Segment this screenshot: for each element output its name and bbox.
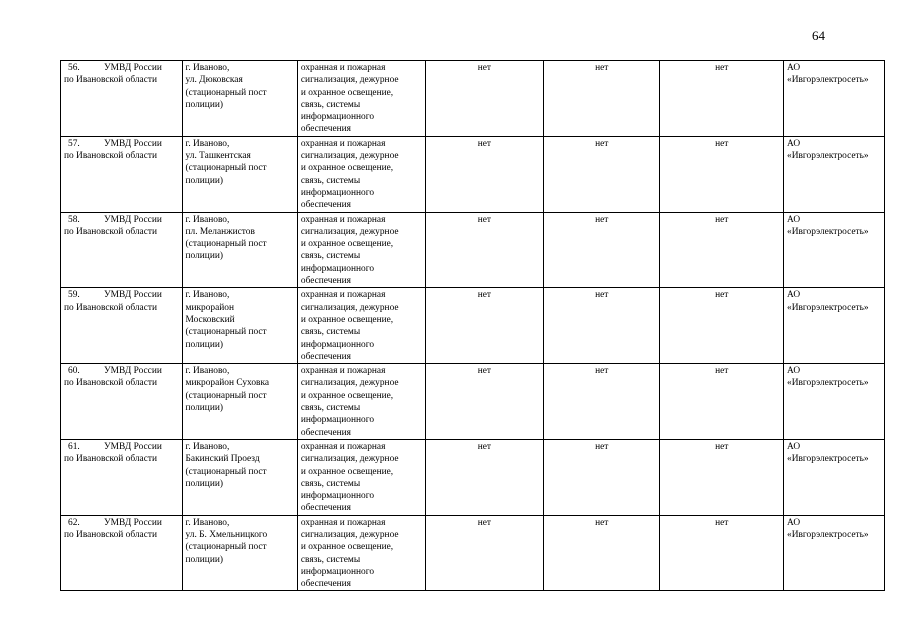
table-row bbox=[61, 61, 885, 137]
equipment-cell bbox=[297, 212, 425, 288]
value-cell-c bbox=[660, 212, 784, 288]
row-number: 62. bbox=[68, 517, 80, 528]
organization-name: УМВД России bbox=[104, 138, 162, 149]
owner-line: АО bbox=[787, 63, 801, 73]
equipment-line: охранная и пожарная bbox=[300, 138, 386, 149]
address-line: ул. Б. Хмельницкого bbox=[185, 529, 268, 540]
value-a: нет bbox=[477, 138, 491, 149]
value-cell-b bbox=[544, 364, 660, 440]
organization-region: по Ивановской области bbox=[64, 302, 157, 313]
organization-region: по Ивановской области bbox=[64, 75, 157, 86]
address-line: г. Иваново, bbox=[185, 214, 230, 225]
equipment-line: информационного bbox=[300, 339, 375, 350]
equipment-line: обеспечения bbox=[300, 503, 351, 514]
organization-region: по Ивановской области bbox=[64, 151, 157, 162]
value-a: нет bbox=[477, 63, 491, 73]
owner-line: «Ивгорэлектросеть» bbox=[787, 378, 869, 389]
address-line: полиции) bbox=[185, 99, 223, 110]
owner-line: АО bbox=[787, 214, 801, 225]
row-number-cell bbox=[61, 288, 183, 364]
facilities-table bbox=[60, 60, 885, 591]
row-number: 60. bbox=[68, 366, 80, 377]
value-b: нет bbox=[595, 366, 609, 377]
equipment-line: связь, системы bbox=[300, 403, 361, 414]
owner-cell bbox=[784, 61, 885, 137]
equipment-line: обеспечения bbox=[300, 427, 351, 438]
value-c: нет bbox=[715, 138, 729, 149]
row-number-cell bbox=[61, 136, 183, 212]
equipment-line: связь, системы bbox=[300, 554, 361, 565]
address-line: (стационарный пост bbox=[185, 239, 267, 250]
address-line: Бакинский Проезд bbox=[185, 454, 260, 465]
equipment-line: информационного bbox=[300, 415, 375, 426]
address-line: полиции) bbox=[185, 403, 223, 414]
table-body bbox=[61, 61, 885, 591]
owner-line: «Ивгорэлектросеть» bbox=[787, 226, 869, 237]
equipment-cell bbox=[297, 61, 425, 137]
address-line: микрорайон Суховка bbox=[185, 378, 270, 389]
row-number: 57. bbox=[68, 138, 80, 149]
address-line: полиции) bbox=[185, 554, 223, 565]
value-b: нет bbox=[595, 138, 609, 149]
value-cell-a bbox=[425, 288, 543, 364]
value-c: нет bbox=[715, 214, 729, 225]
equipment-line: и охранное освещение, bbox=[300, 314, 394, 325]
equipment-cell bbox=[297, 515, 425, 591]
owner-line: «Ивгорэлектросеть» bbox=[787, 529, 869, 540]
address-line: полиции) bbox=[185, 478, 223, 489]
value-cell-a bbox=[425, 61, 543, 137]
equipment-line: и охранное освещение, bbox=[300, 87, 394, 98]
value-cell-c bbox=[660, 364, 784, 440]
value-a: нет bbox=[477, 366, 491, 377]
row-number: 58. bbox=[68, 214, 80, 225]
address-cell bbox=[182, 439, 297, 515]
address-line: (стационарный пост bbox=[185, 87, 267, 98]
address-line: г. Иваново, bbox=[185, 366, 230, 377]
equipment-cell bbox=[297, 288, 425, 364]
row-number-cell bbox=[61, 515, 183, 591]
value-cell-a bbox=[425, 364, 543, 440]
row-number-cell bbox=[61, 364, 183, 440]
value-b: нет bbox=[595, 214, 609, 225]
equipment-line: информационного bbox=[300, 187, 375, 198]
address-cell bbox=[182, 364, 297, 440]
owner-cell bbox=[784, 364, 885, 440]
equipment-line: информационного bbox=[300, 263, 375, 274]
owner-cell bbox=[784, 439, 885, 515]
equipment-line: охранная и пожарная bbox=[300, 63, 386, 73]
value-b: нет bbox=[595, 63, 609, 73]
owner-line: «Ивгорэлектросеть» bbox=[787, 75, 869, 86]
value-a: нет bbox=[477, 517, 491, 528]
value-b: нет bbox=[595, 517, 609, 528]
owner-line: «Ивгорэлектросеть» bbox=[787, 302, 869, 313]
value-b: нет bbox=[595, 441, 609, 452]
address-line: полиции) bbox=[185, 251, 223, 262]
value-c: нет bbox=[715, 366, 729, 377]
table-row bbox=[61, 364, 885, 440]
value-a: нет bbox=[477, 290, 491, 301]
address-line: пл. Меланжистов bbox=[185, 226, 255, 237]
equipment-line: и охранное освещение, bbox=[300, 163, 394, 174]
table-row bbox=[61, 136, 885, 212]
address-line: г. Иваново, bbox=[185, 290, 230, 301]
owner-line: АО bbox=[787, 441, 801, 452]
value-c: нет bbox=[715, 441, 729, 452]
address-line: г. Иваново, bbox=[185, 441, 230, 452]
equipment-line: связь, системы bbox=[300, 478, 361, 489]
row-number-cell bbox=[61, 212, 183, 288]
equipment-line: сигнализация, дежурное bbox=[300, 529, 399, 540]
value-cell-b bbox=[544, 212, 660, 288]
equipment-line: сигнализация, дежурное bbox=[300, 226, 399, 237]
value-c: нет bbox=[715, 517, 729, 528]
value-cell-c bbox=[660, 515, 784, 591]
organization-region: по Ивановской области bbox=[64, 378, 157, 389]
organization-region: по Ивановской области bbox=[64, 454, 157, 465]
equipment-line: и охранное освещение, bbox=[300, 390, 394, 401]
address-line: (стационарный пост bbox=[185, 542, 267, 553]
address-line: г. Иваново, bbox=[185, 517, 230, 528]
equipment-line: информационного bbox=[300, 566, 375, 577]
equipment-cell bbox=[297, 364, 425, 440]
equipment-line: охранная и пожарная bbox=[300, 366, 386, 377]
owner-line: «Ивгорэлектросеть» bbox=[787, 454, 869, 465]
address-line: Московский bbox=[185, 314, 235, 325]
owner-cell bbox=[784, 212, 885, 288]
address-line: (стационарный пост bbox=[185, 466, 267, 477]
organization-name: УМВД России bbox=[104, 366, 162, 377]
equipment-line: связь, системы bbox=[300, 251, 361, 262]
value-a: нет bbox=[477, 441, 491, 452]
equipment-line: охранная и пожарная bbox=[300, 517, 386, 528]
owner-cell bbox=[784, 288, 885, 364]
equipment-line: обеспечения bbox=[300, 276, 351, 287]
organization-name: УМВД России bbox=[104, 63, 162, 73]
equipment-line: и охранное освещение, bbox=[300, 239, 394, 250]
table-row bbox=[61, 515, 885, 591]
owner-line: «Ивгорэлектросеть» bbox=[787, 151, 869, 162]
address-line: полиции) bbox=[185, 175, 223, 186]
equipment-line: обеспечения bbox=[300, 351, 351, 362]
owner-cell bbox=[784, 136, 885, 212]
table-row bbox=[61, 212, 885, 288]
address-line: г. Иваново, bbox=[185, 138, 230, 149]
equipment-line: сигнализация, дежурное bbox=[300, 454, 399, 465]
equipment-line: обеспечения bbox=[300, 124, 351, 135]
organization-name: УМВД России bbox=[104, 441, 162, 452]
address-cell bbox=[182, 515, 297, 591]
equipment-line: связь, системы bbox=[300, 327, 361, 338]
table-row bbox=[61, 439, 885, 515]
value-cell-a bbox=[425, 136, 543, 212]
equipment-line: сигнализация, дежурное bbox=[300, 378, 399, 389]
organization-region: по Ивановской области bbox=[64, 529, 157, 540]
page-number: 64 bbox=[812, 28, 825, 43]
table-row bbox=[61, 288, 885, 364]
equipment-line: и охранное освещение, bbox=[300, 542, 394, 553]
address-cell bbox=[182, 136, 297, 212]
owner-cell bbox=[784, 515, 885, 591]
organization-name: УМВД России bbox=[104, 517, 162, 528]
equipment-cell bbox=[297, 136, 425, 212]
equipment-line: обеспечения bbox=[300, 200, 351, 211]
equipment-line: связь, системы bbox=[300, 175, 361, 186]
row-number: 59. bbox=[68, 290, 80, 301]
value-cell-b bbox=[544, 136, 660, 212]
address-line: г. Иваново, bbox=[185, 63, 230, 73]
owner-line: АО bbox=[787, 517, 801, 528]
value-cell-c bbox=[660, 288, 784, 364]
owner-line: АО bbox=[787, 290, 801, 301]
equipment-line: охранная и пожарная bbox=[300, 290, 386, 301]
owner-line: АО bbox=[787, 138, 801, 149]
organization-region: по Ивановской области bbox=[64, 226, 157, 237]
address-cell bbox=[182, 288, 297, 364]
equipment-line: и охранное освещение, bbox=[300, 466, 394, 477]
organization-name: УМВД России bbox=[104, 290, 162, 301]
value-cell-c bbox=[660, 61, 784, 137]
equipment-line: обеспечения bbox=[300, 579, 351, 590]
row-number: 56. bbox=[68, 63, 80, 73]
value-c: нет bbox=[715, 290, 729, 301]
value-cell-b bbox=[544, 439, 660, 515]
address-line: полиции) bbox=[185, 339, 223, 350]
organization-name: УМВД России bbox=[104, 214, 162, 225]
value-cell-b bbox=[544, 61, 660, 137]
address-line: (стационарный пост bbox=[185, 327, 267, 338]
value-cell-c bbox=[660, 439, 784, 515]
address-line: ул. Ташкентская bbox=[185, 151, 251, 162]
address-cell bbox=[182, 61, 297, 137]
equipment-line: сигнализация, дежурное bbox=[300, 302, 399, 313]
address-line: ул. Дюковская bbox=[185, 75, 243, 86]
row-number-cell bbox=[61, 61, 183, 137]
equipment-line: сигнализация, дежурное bbox=[300, 75, 399, 86]
value-cell-b bbox=[544, 288, 660, 364]
equipment-line: информационного bbox=[300, 112, 375, 123]
equipment-line: информационного bbox=[300, 491, 375, 502]
value-cell-a bbox=[425, 439, 543, 515]
equipment-cell bbox=[297, 439, 425, 515]
address-cell bbox=[182, 212, 297, 288]
row-number: 61. bbox=[68, 441, 80, 452]
address-line: микрорайон bbox=[185, 302, 234, 313]
row-number-cell bbox=[61, 439, 183, 515]
value-cell-a bbox=[425, 515, 543, 591]
address-line: (стационарный пост bbox=[185, 390, 267, 401]
value-a: нет bbox=[477, 214, 491, 225]
address-line: (стационарный пост bbox=[185, 163, 267, 174]
equipment-line: охранная и пожарная bbox=[300, 214, 386, 225]
value-cell-a bbox=[425, 212, 543, 288]
equipment-line: связь, системы bbox=[300, 99, 361, 110]
value-cell-c bbox=[660, 136, 784, 212]
equipment-line: охранная и пожарная bbox=[300, 441, 386, 452]
value-cell-b bbox=[544, 515, 660, 591]
value-b: нет bbox=[595, 290, 609, 301]
owner-line: АО bbox=[787, 366, 801, 377]
value-c: нет bbox=[715, 63, 729, 73]
equipment-line: сигнализация, дежурное bbox=[300, 151, 399, 162]
